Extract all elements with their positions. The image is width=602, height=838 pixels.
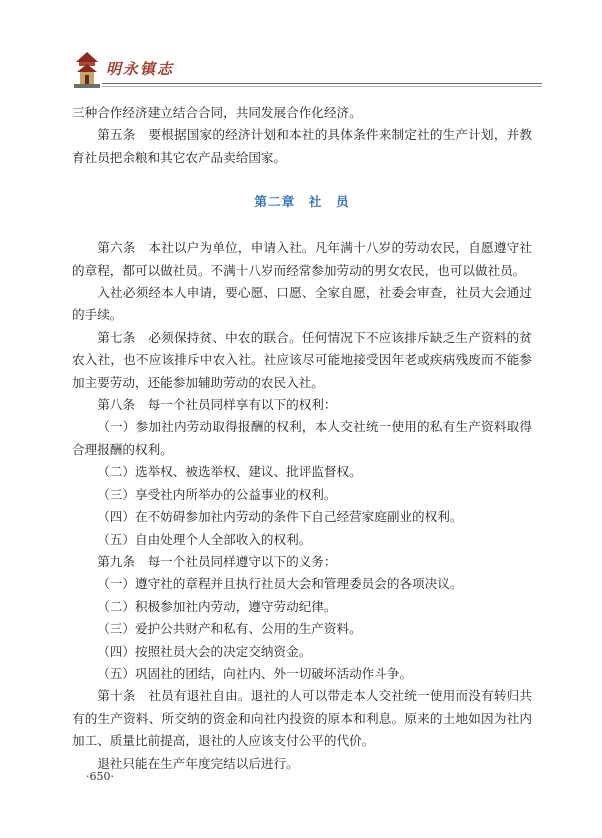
paragraph: 第五条 要根据国家的经济计划和本社的具体条件来制定社的生产计划，并教育社员把余粮和其它农产品卖给国家。 [72,127,532,165]
paragraph: （五）自由处理个人全部收入的权利。 [97,531,312,547]
page-number: ·650· [86,770,114,783]
paragraph: （三）爱护公共财产和私有、公用的生产资料。 [97,621,362,637]
header-rule [102,83,542,84]
paragraph: 退社只能在生产年度完结以后进行。 [97,755,299,771]
paragraph: （二）积极参加社内劳动，遵守劳动纪律。 [97,598,337,614]
paragraph: 第九条 每一个社员同样遵守以下的义务： [97,553,337,569]
paragraph: （一）遵守社的章程并且执行社员大会和管理委员会的各项决议。 [97,576,463,592]
header-rule-secondary [102,86,542,87]
paragraph: （五）巩固社的团结，向社内、外一切破坏活动作斗争。 [97,665,413,681]
paragraph: （二）选举权、被选举权、建议、批评监督权。 [97,464,362,480]
paragraph: （三）享受社内所举办的公益事业的权利。 [97,486,337,502]
paragraph: （四）在不妨碍参加社内劳动的条件下自己经营家庭副业的权利。 [97,509,463,525]
paragraph: 第六条 本社以户为单位，申请入社。凡年满十八岁的劳动农民，自愿遵守社的章程，都可以做社员。不满十八岁而经常参加劳动的男女农民，也可以做社员。 [72,240,532,278]
paragraph: （四）按照社员大会的决定交纳资金。 [97,643,312,659]
chapter-heading [72,191,532,213]
paragraph: （一）参加社内劳动取得报酬的权利，本人交社统一使用的私有生产资料取得合理报酬的权利。 [72,419,532,457]
page-body [72,102,532,775]
paragraph: 第七条 必须保持贫、中农的联合。任何情况下不应该排斥缺乏生产资料的贫农入社，也不应该排斥中农入社。社应该尽可能地接受因年老或疾病残废而不能参加主要劳动，还能参加辅助劳动的农民入社。 [72,329,532,390]
paragraph: 第十条 社员有退社自由。退社的人可以带走本人交社统一使用而没有转归共有的生产资料、所交纳的资金和向社内投资的原本和利息。原来的土地如因为社内加工、质量比前提高，退社的人应该支付公平的代价。 [72,688,532,749]
running-header-title: 明永镇志 [106,60,175,78]
paragraph: 第八条 每一个社员同样享有以下的权利： [97,397,337,413]
pagoda-logo-icon [72,50,102,90]
paragraph: 三种合作经济建立结合合同，共同发展合作化经济。 [72,105,362,120]
running-header [72,50,542,92]
chapter-title: 第二章 社 员 [254,194,350,210]
paragraph: 入社必须经本人申请，要心愿、口愿、全家自愿，社委会审查，社员大会通过的手续。 [72,285,532,323]
